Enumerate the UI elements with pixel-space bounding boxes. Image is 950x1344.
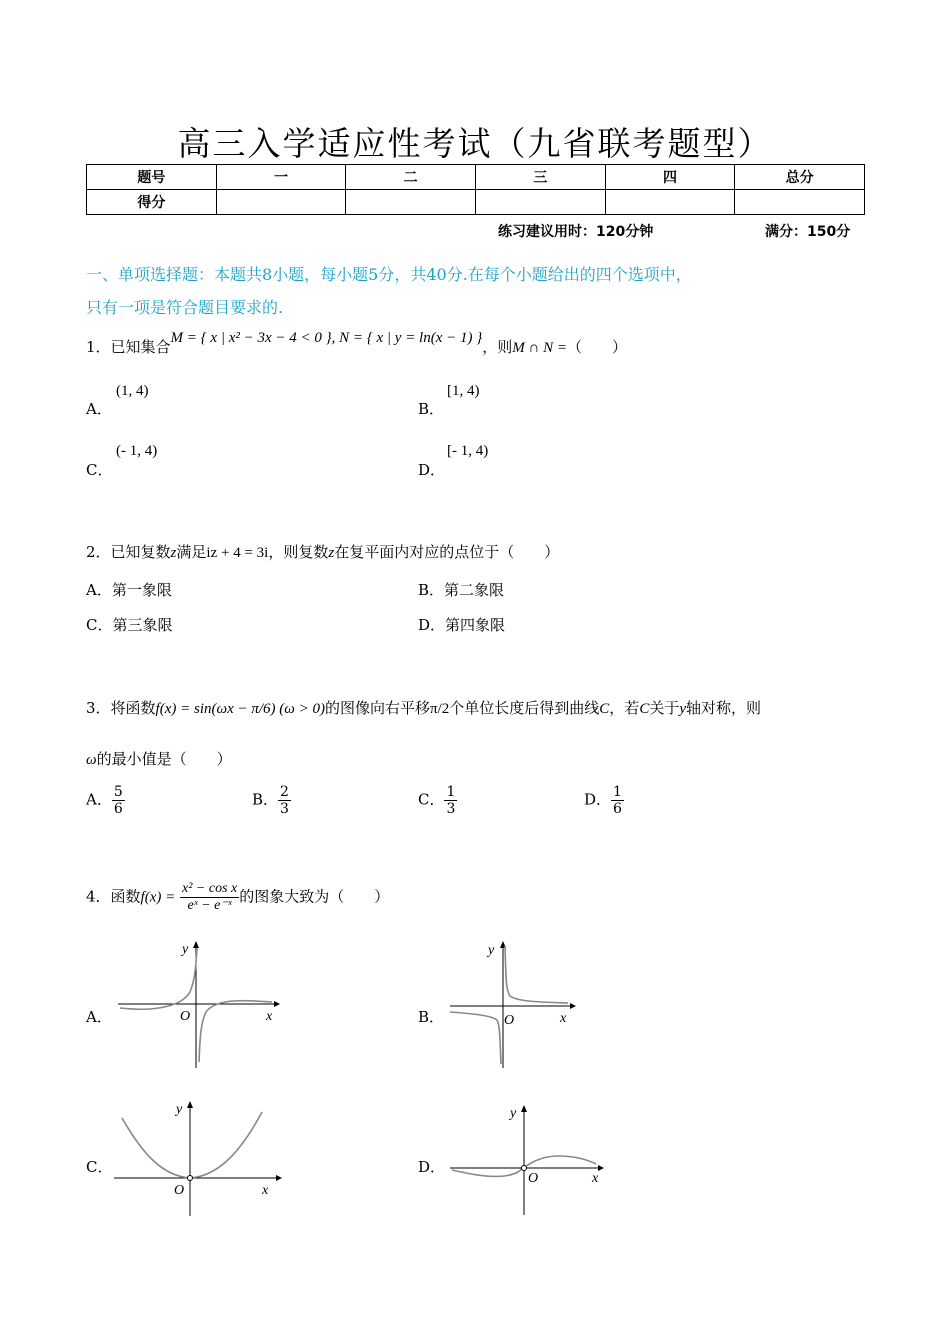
frac-den: 6	[613, 801, 622, 817]
section-heading	[86, 258, 866, 324]
question-text: ，则复数	[268, 543, 329, 561]
section-line: 只有一项是符合题目要求的.	[86, 298, 284, 317]
option-a[interactable]	[86, 579, 172, 600]
option-value: [1, 4)	[447, 383, 480, 399]
frac-num: 1	[446, 784, 456, 800]
option-d[interactable]	[418, 614, 505, 635]
option-label: B．	[252, 790, 279, 809]
table-header-cell: 一	[216, 165, 346, 190]
y-label: y	[510, 1106, 517, 1121]
x-axis-arrow	[276, 1175, 282, 1181]
option-label: A．	[86, 581, 112, 599]
x-axis-arrow	[598, 1165, 604, 1171]
option-value: 第二象限	[444, 581, 505, 599]
table-header-cell: 三	[475, 165, 605, 190]
page-title: 高三入学适应性考试（九省联考题型）	[177, 124, 773, 163]
table-header-cell: 二	[346, 165, 476, 190]
table-row	[87, 165, 865, 190]
curve-left	[450, 1012, 501, 1064]
option-label[interactable]: B．	[418, 1008, 445, 1026]
option-c[interactable]	[418, 784, 457, 817]
question-text: 1．已知集合	[86, 338, 171, 356]
x-axis-arrow	[274, 1001, 280, 1007]
question-text: 2．已知复数	[86, 543, 171, 561]
option-b[interactable]	[252, 784, 291, 817]
score-cell[interactable]	[475, 190, 605, 215]
x-label: x	[560, 1011, 567, 1026]
math-func: f(x) =	[140, 889, 176, 906]
option-d[interactable]	[584, 784, 624, 817]
curve	[122, 1112, 262, 1178]
x-axis-arrow	[570, 1003, 576, 1009]
option-label[interactable]: D．	[418, 461, 446, 479]
x-label: x	[266, 1009, 273, 1024]
graph-option-b[interactable]	[448, 940, 578, 1070]
curve-left	[120, 948, 197, 1009]
option-value: (- 1, 4)	[116, 443, 158, 459]
question-text: 4．函数	[86, 887, 141, 906]
option-value: 第一象限	[111, 581, 172, 599]
graph-option-c[interactable]	[112, 1098, 282, 1218]
math-set-m: M = { x | x² − 3x − 4 < 0 }	[170, 330, 332, 346]
option-label[interactable]: C．	[86, 1158, 113, 1176]
y-axis-arrow	[193, 941, 199, 948]
frac-den: eˣ − e⁻ˣ	[187, 898, 232, 913]
option-b[interactable]	[418, 579, 504, 600]
frac-num: x² − cos x	[182, 881, 238, 896]
origin-point	[522, 1166, 527, 1171]
origin-label: O	[180, 1009, 191, 1024]
curve-right	[505, 946, 568, 1003]
math-var: z	[170, 545, 177, 561]
frac-num: 1	[613, 784, 622, 800]
question-4	[86, 881, 389, 914]
option-label[interactable]: A．	[86, 400, 112, 418]
graph-option-a[interactable]	[116, 940, 281, 1070]
question-text: 的图像向右平移	[325, 699, 431, 717]
score-cell[interactable]	[735, 190, 865, 215]
score-cell[interactable]	[216, 190, 346, 215]
question-text: 3．将函数	[86, 699, 156, 717]
graph-option-d[interactable]	[448, 1100, 608, 1218]
frac-num: 2	[280, 784, 289, 800]
question-text: 关于	[649, 699, 680, 717]
math-curve: C	[639, 701, 650, 717]
option-label: D．	[418, 616, 446, 634]
question-text: 的图象大致为（ ）	[239, 887, 390, 906]
table-header-cell: 四	[605, 165, 735, 190]
question-1	[86, 330, 627, 357]
curve-right	[199, 1001, 272, 1062]
full-score: 满分：150分	[765, 224, 851, 240]
frac-den: 3	[280, 801, 289, 817]
question-3	[86, 697, 761, 718]
math-eq: iz + 4 = 3i	[206, 545, 269, 561]
origin-label: O	[174, 1183, 185, 1198]
question-3-cont	[86, 748, 232, 769]
frac-num: 5	[113, 784, 123, 800]
option-label: D．	[584, 790, 612, 809]
score-table	[86, 164, 865, 215]
math-var: z	[328, 545, 335, 561]
option-label: B．	[418, 581, 445, 599]
score-cell[interactable]	[346, 190, 476, 215]
option-label[interactable]: D．	[418, 1158, 446, 1176]
question-text: ，若	[609, 699, 640, 717]
origin-point	[188, 1176, 193, 1181]
math-curve: C	[599, 701, 610, 717]
option-label: C．	[86, 616, 113, 634]
y-label: y	[182, 942, 189, 957]
question-text: 个单位长度后得到曲线	[449, 699, 600, 717]
table-row-label: 得分	[87, 190, 217, 215]
question-text: ，则	[482, 338, 513, 356]
option-a[interactable]	[86, 784, 125, 817]
option-label: A．	[86, 790, 112, 809]
y-label: y	[488, 943, 495, 958]
score-cell[interactable]	[605, 190, 735, 215]
question-text: 轴对称，则	[686, 699, 762, 717]
question-paren: （ ）	[566, 338, 627, 356]
option-value: 第四象限	[445, 616, 506, 634]
section-line: 一、单项选择题：本题共8小题，每小题5分，共40分.在每个小题给出的四个选项中，	[86, 265, 692, 284]
y-label: y	[176, 1102, 183, 1117]
table-header-cell: 题号	[87, 165, 217, 190]
math-shift: π/2	[430, 701, 450, 717]
option-c[interactable]	[86, 614, 173, 635]
option-value: [- 1, 4)	[447, 443, 489, 459]
option-label: C．	[418, 790, 445, 809]
frac-den: 3	[446, 801, 456, 817]
option-value: 第三象限	[112, 616, 173, 634]
option-value: (1, 4)	[116, 383, 149, 399]
table-row	[87, 190, 865, 215]
math-omega: ω	[86, 752, 97, 768]
y-axis-arrow	[521, 1105, 527, 1112]
origin-label: O	[504, 1013, 515, 1028]
option-label[interactable]: C．	[86, 461, 113, 479]
frac-den: 6	[113, 801, 123, 817]
table-header-cell: 总分	[735, 165, 865, 190]
origin-label: O	[528, 1171, 539, 1186]
y-axis-arrow	[187, 1101, 193, 1108]
question-2	[86, 541, 559, 562]
x-label: x	[592, 1171, 599, 1186]
option-label[interactable]: A．	[86, 1008, 112, 1026]
math-set-n: , N = { x | y = ln(x − 1) }	[331, 330, 483, 346]
question-text: 的最小值是（ ）	[96, 750, 232, 768]
question-text: 在复平面内对应的点位于（ ）	[334, 543, 560, 561]
x-label: x	[262, 1183, 269, 1198]
math-func: f(x) = sin(ωx − π/6) (ω > 0)	[155, 701, 325, 717]
question-text: 满足	[176, 543, 207, 561]
math-expr: M ∩ N =	[512, 340, 567, 356]
math-axis: y	[679, 701, 687, 717]
option-label[interactable]: B．	[418, 400, 445, 418]
suggested-time: 练习建议用时：120分钟	[498, 224, 654, 240]
